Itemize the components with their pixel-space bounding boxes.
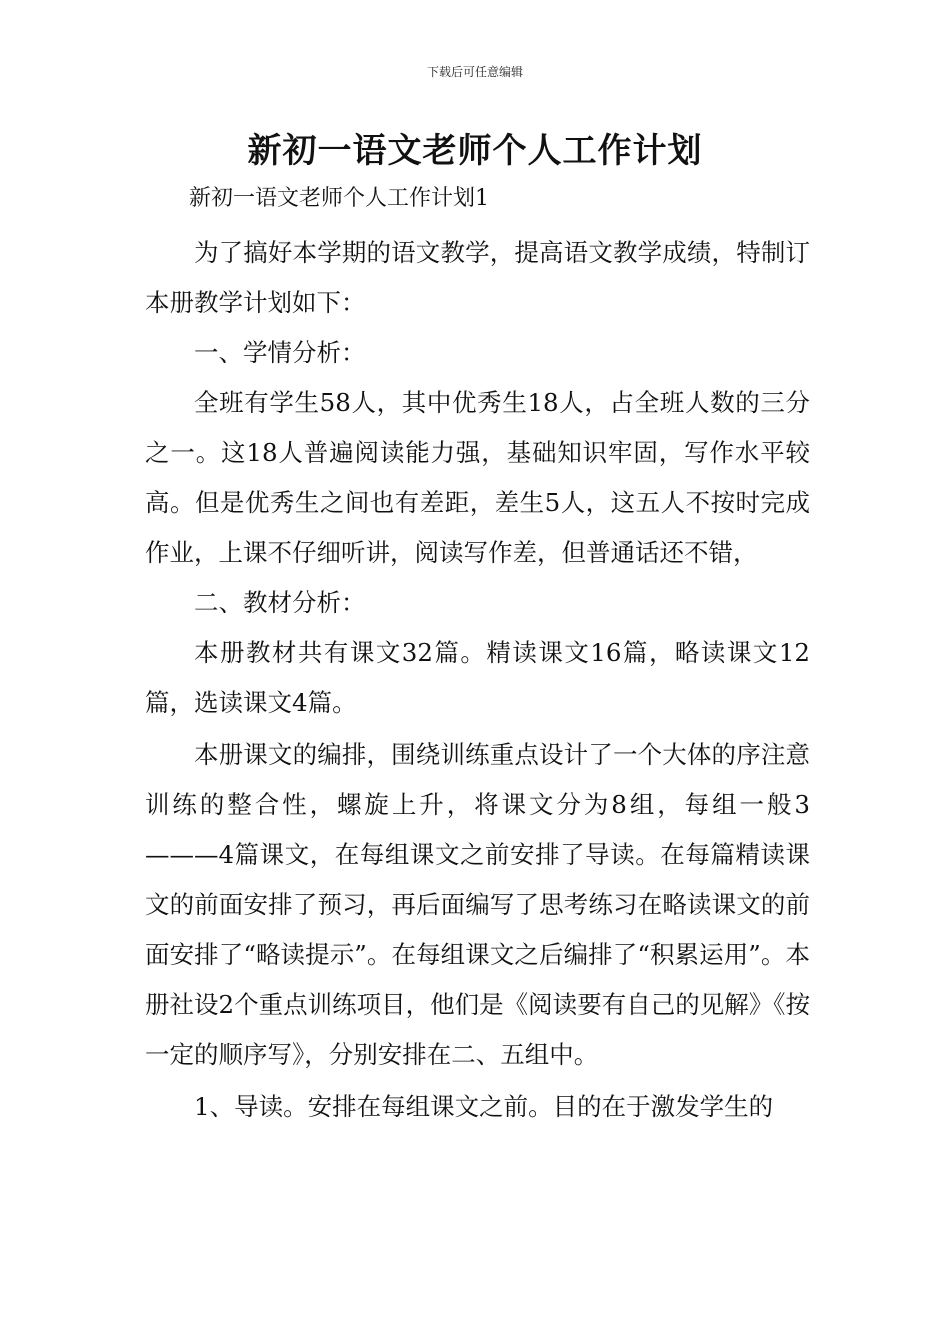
paragraph-textbook-structure: 本册课文的编排，围绕训练重点设计了一个大体的序注意训练的整合性，螺旋上升，将课文分为8组，每组一般3———4篇课文，在每组课文之前安排了导读。在每篇精读课文的前面安排了预习，再后面编写了思考练习在略读课文的前面安排了“略读提示”。在每组课文之后编排了“积累运用”。本册社设2个重点训练项目，他们是《阅读要有自己的见解》《按一定的顺序写》，分别安排在二、五组中。 bbox=[145, 740, 810, 1069]
document-title: 新初一语文老师个人工作计划 bbox=[247, 131, 703, 171]
heading-student-analysis: 一、学情分析： bbox=[194, 338, 366, 367]
paragraph-textbook-count: 本册教材共有课文32篇。精读课文16篇，略读课文12篇，选读课文4篇。 bbox=[145, 638, 810, 717]
section-subtitle: 新初一语文老师个人工作计划1 bbox=[189, 186, 489, 211]
document-body bbox=[145, 174, 810, 1132]
page-header-note: 下载后可任意编辑 bbox=[426, 65, 523, 79]
paragraph-intro: 为了搞好本学期的语文教学，提高语文教学成绩，特制订本册教学计划如下： bbox=[145, 238, 810, 317]
heading-textbook-analysis: 二、教材分析： bbox=[194, 588, 366, 617]
paragraph-guided-reading: 1、导读。安排在每组课文之前。目的在于激发学生的 bbox=[194, 1092, 774, 1121]
paragraph-student-analysis: 全班有学生58人，其中优秀生18人，占全班人数的三分之一。这18人普遍阅读能力强，基础知识牢固，写作水平较高。但是优秀生之间也有差距，差生5人，这五人不按时完成作业，上课不仔细听讲，阅读写作差，但普通话还不错， bbox=[145, 388, 810, 567]
